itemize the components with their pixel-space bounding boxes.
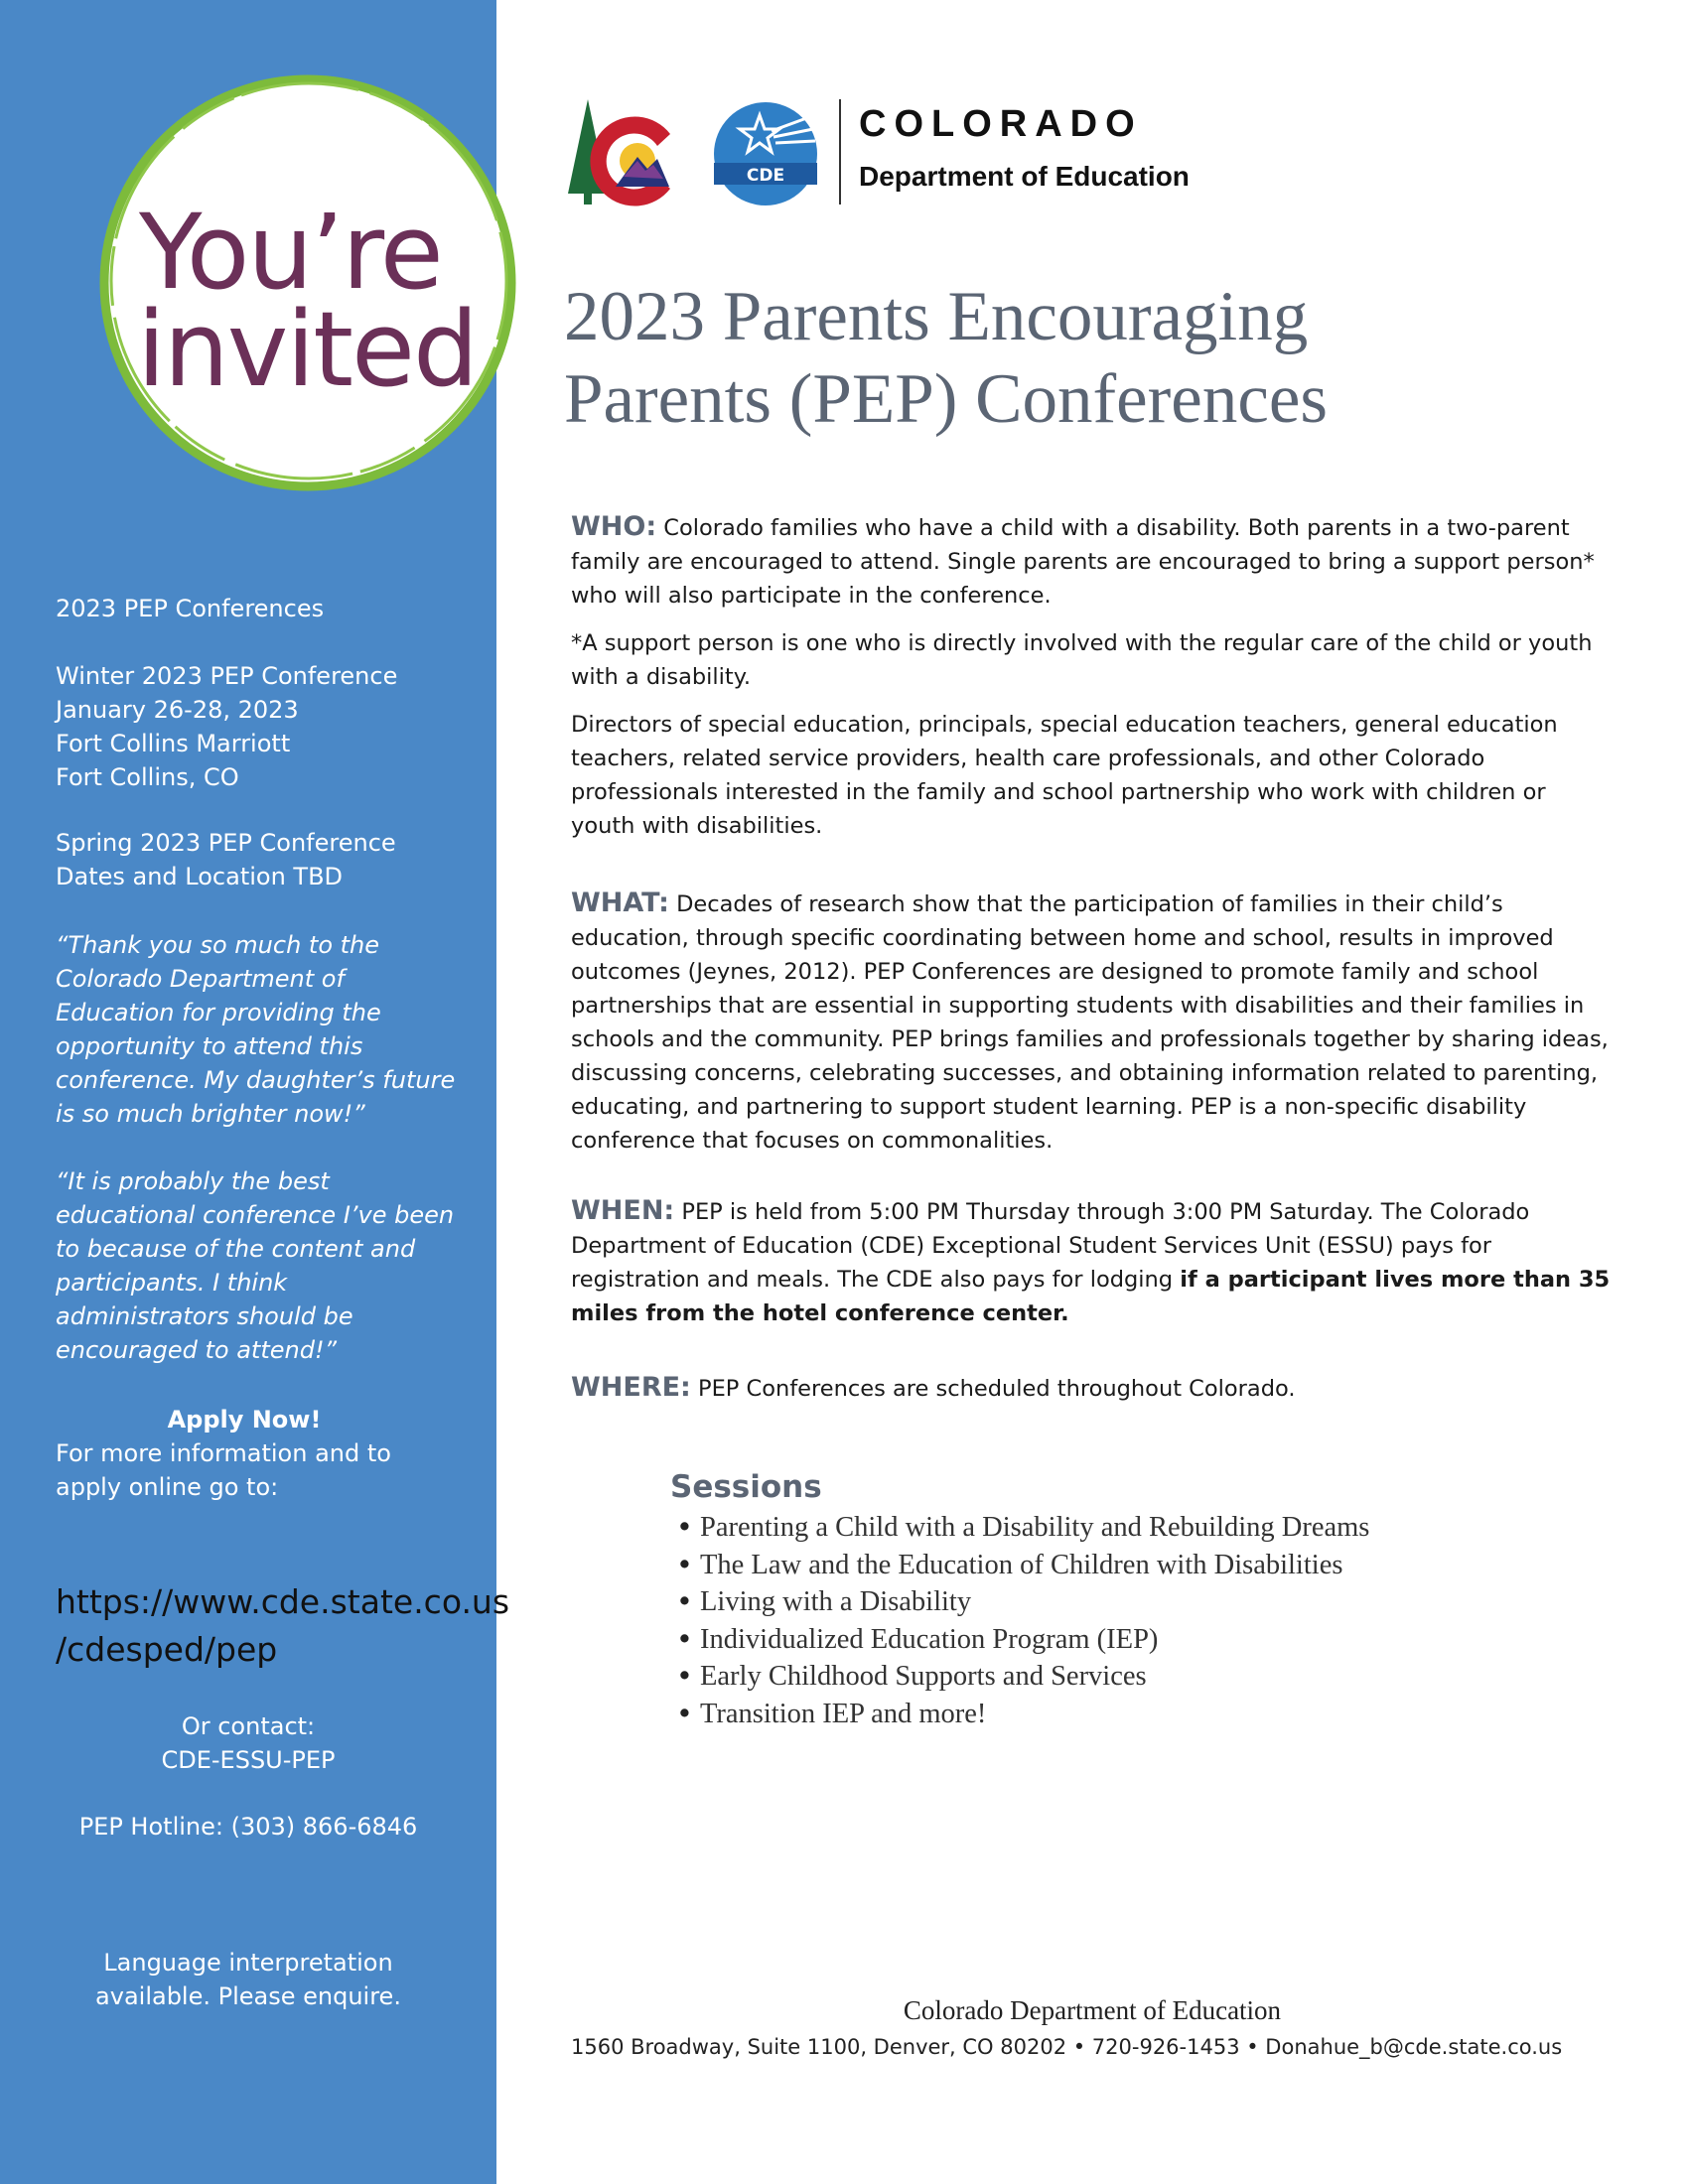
invite-line-2: invited — [137, 289, 478, 410]
where-label: WHERE: — [571, 1372, 691, 1403]
list-item: • Early Childhood Supports and Services — [700, 1658, 1564, 1696]
apply-now-label: Apply Now! — [167, 1406, 322, 1433]
when-section — [571, 1194, 1614, 1330]
spring-conference-info: Spring 2023 PEP Conference Dates and Location TBD — [56, 829, 396, 890]
footer-address: 1560 Broadway, Suite 1100, Denver, CO 80202 • 720-926-1453 • Donahue_b@cde.state.co.us — [571, 2035, 1563, 2059]
hotline-info: PEP Hotline: (303) 866-6846 — [78, 1813, 418, 1841]
invite-line-1: You’re — [139, 192, 442, 313]
winter-conference-info: Winter 2023 PEP Conference January 26-28, 2023 Fort Collins Marriott Fort Collins, CO — [56, 662, 398, 791]
brand-colorado: COLORADO — [859, 103, 1143, 145]
who-label: WHO: — [571, 511, 657, 542]
list-item: • Parenting a Child with a Disability and Rebuilding Dreams — [700, 1509, 1564, 1547]
sessions-title: Sessions — [670, 1469, 822, 1505]
sessions-list — [670, 1509, 1564, 1732]
logo-divider — [839, 99, 841, 205]
list-item: • The Law and the Education of Children with Disabilities — [700, 1547, 1564, 1584]
who-paragraph: WHO: Colorado families who have a child with a disability. Both parents in a two-parent family are encouraged to attend. Single parents are encouraged to bring a support person* who will also participate in the conference. — [571, 511, 1595, 609]
brand-department: Department of Education — [859, 161, 1190, 192]
what-label: WHAT: — [571, 887, 669, 918]
cde-star-seal-logo — [710, 101, 821, 206]
what-paragraph: WHAT: Decades of research show that the participation of families in their child’s education, through specific coordinating between home and school, results in improved outcomes (Jeynes, 2012). PEP Conferences are designed to promote family and school partnerships that are essential in supporting students with disabilities and their families in schools and the community. PEP brings families and professionals together by sharing ideas, discussing concerns, celebrating successes, and obtaining information related to parenting, educating, and partnering to support student learning. PEP is a non-specific disability conference that focuses on commonalities. — [571, 887, 1609, 1154]
cde-logo — [566, 99, 1261, 208]
footer-organization: Colorado Department of Education — [903, 1995, 1282, 2025]
colorado-c-mountain-logo — [566, 99, 705, 208]
who-section — [571, 510, 1614, 843]
list-item: • Transition IEP and more! — [700, 1696, 1564, 1733]
sidebar — [0, 0, 510, 2184]
support-person-note: *A support person is one who is directly involved with the regular care of the child or youth with a disability. — [571, 630, 1593, 690]
when-paragraph: WHEN: PEP is held from 5:00 PM Thursday through 3:00 PM Saturday. The Colorado Department of Education (CDE) Exceptional Student Services Unit (ESSU) pays for registration and meals. The CDE also pays for lodging if a participant lives more than 35 miles from the hotel conference center. — [571, 1195, 1611, 1326]
testimonial-quote-2: “It is probably the best educational conference I’ve been to because of the content and participants. I think administrators should be encouraged to attend!” — [56, 1167, 455, 1364]
where-section — [571, 1371, 1614, 1406]
what-section — [571, 887, 1614, 1158]
contact-info: Or contact: CDE-ESSU-PEP — [161, 1712, 336, 1774]
apply-url-link[interactable]: https://www.cde.state.co.us /cdesped/pep — [56, 1582, 510, 1669]
professionals-paragraph: Directors of special education, principals, special education teachers, general education teachers, related service providers, health care professionals, and other Colorado professionals interested in the family and school partnership who work with children or youth with disabilities. — [571, 712, 1558, 839]
testimonial-quote-1: “Thank you so much to the Colorado Department of Education for providing the opportunity to attend this conference. My daughter’s future is so much brighter now!” — [56, 931, 456, 1128]
conferences-heading: 2023 PEP Conferences — [56, 595, 325, 622]
language-note: Language interpretation available. Please enquire. — [95, 1949, 401, 2010]
list-item: • Individualized Education Program (IEP) — [700, 1621, 1564, 1659]
where-paragraph: WHERE: PEP Conferences are scheduled throughout Colorado. — [571, 1372, 1296, 1403]
svg-text:CDE: CDE — [746, 166, 785, 186]
when-label: WHEN: — [571, 1195, 675, 1226]
list-item: • Living with a Disability — [700, 1583, 1564, 1621]
page-title: 2023 Parents Encouraging Parents (PEP) Conferences — [564, 278, 1328, 438]
sessions-section — [670, 1469, 1564, 1732]
invite-heading — [137, 192, 516, 410]
apply-section: Apply Now! For more information and to apply online go to: — [56, 1403, 473, 1504]
